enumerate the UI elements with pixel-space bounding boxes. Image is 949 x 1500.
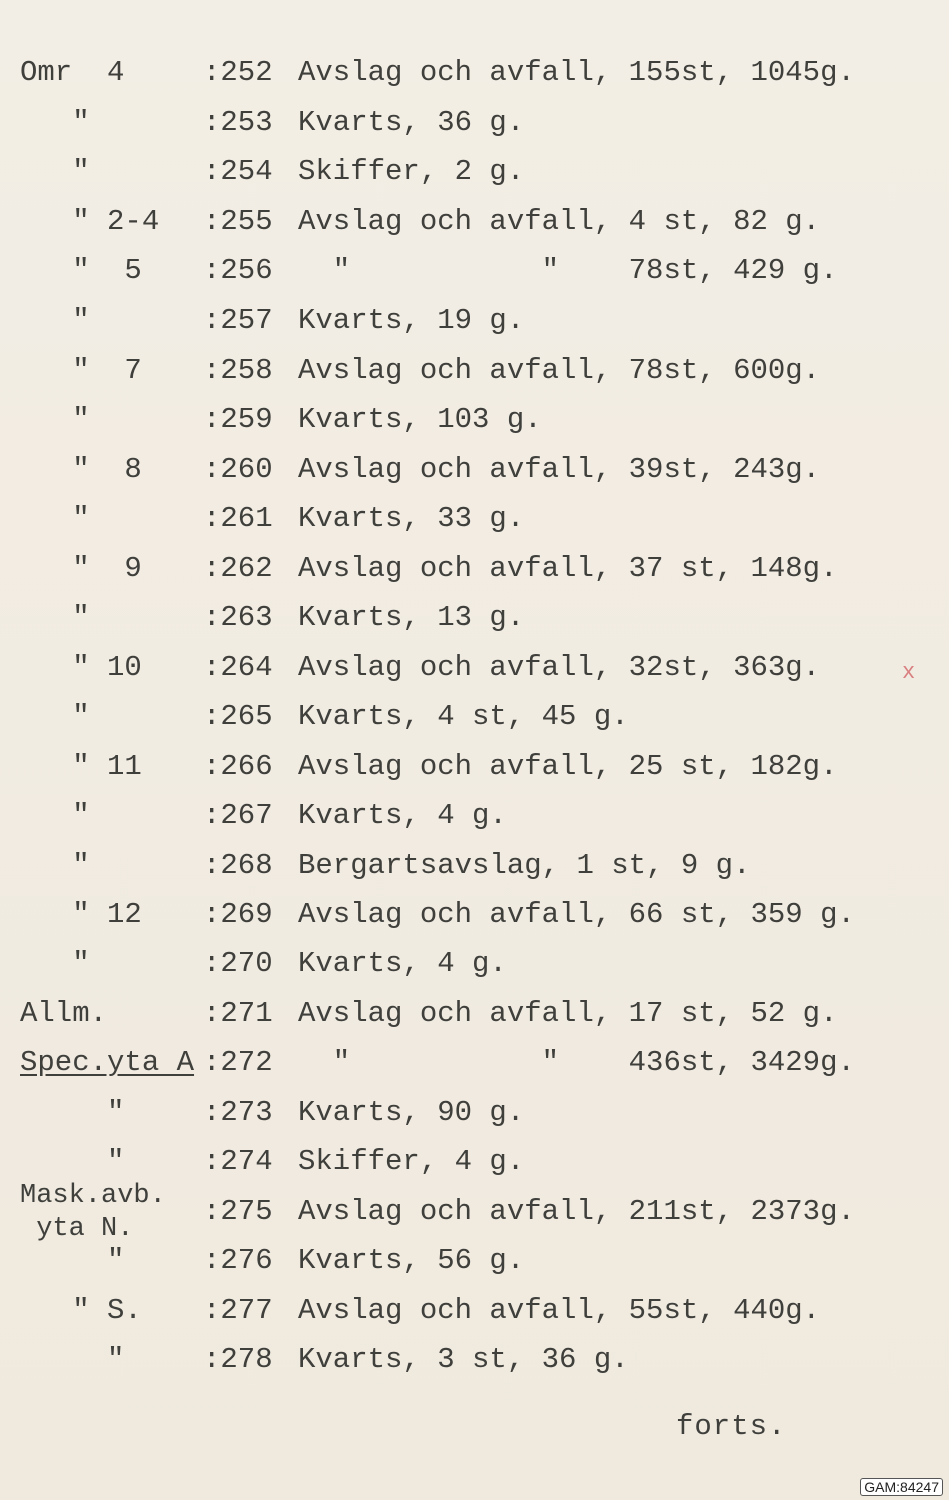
entry-number: :274 — [203, 1145, 273, 1178]
entry-description: Avslag och avfall, 4 st, 82 g. — [298, 205, 821, 238]
entry-description: Kvarts, 13 g. — [298, 601, 525, 634]
entry-description: Kvarts, 3 st, 36 g. — [298, 1343, 629, 1376]
entry-description: Kvarts, 36 g. — [298, 106, 525, 139]
entry-area: " — [20, 1244, 125, 1277]
entry-row — [0, 301, 949, 341]
entry-number: :256 — [203, 254, 273, 287]
entry-description: " " 78st, 429 g. — [298, 254, 838, 287]
entry-description: Skiffer, 2 g. — [298, 155, 525, 188]
entry-row — [0, 747, 949, 787]
entry-description: Avslag och avfall, 39st, 243g. — [298, 453, 821, 486]
entry-area: " — [20, 849, 90, 882]
archive-id-stamp: GAM:84247 — [860, 1478, 943, 1496]
entry-row — [0, 846, 949, 886]
entry-area: " — [20, 106, 90, 139]
entry-number: :261 — [203, 502, 273, 535]
entry-number: :270 — [203, 947, 273, 980]
entry-number: :263 — [203, 601, 273, 634]
entry-area: " — [20, 601, 90, 634]
entry-area: " 5 — [20, 254, 142, 287]
entry-area: " 7 — [20, 354, 142, 387]
entry-number: :253 — [203, 106, 273, 139]
entry-area: " 8 — [20, 453, 142, 486]
entry-description: Avslag och avfall, 66 st, 359 g. — [298, 898, 855, 931]
entry-row — [0, 450, 949, 490]
entry-row — [0, 796, 949, 836]
entry-description: Avslag och avfall, 155st, 1045g. — [298, 56, 855, 89]
entry-number: :277 — [203, 1294, 273, 1327]
entry-row — [0, 598, 949, 638]
entry-row — [0, 944, 949, 984]
entry-number: :267 — [203, 799, 273, 832]
entry-area: " — [20, 1145, 125, 1178]
entry-row — [0, 549, 949, 589]
entry-area: " 10 — [20, 651, 142, 684]
entry-area: " — [20, 403, 90, 436]
entry-area: " — [20, 304, 90, 337]
entry-number: :262 — [203, 552, 273, 585]
entry-area: Allm. — [20, 997, 108, 1030]
entry-description: Kvarts, 33 g. — [298, 502, 525, 535]
entry-description: Avslag och avfall, 78st, 600g. — [298, 354, 821, 387]
entry-description: Bergartsavslag, 1 st, 9 g. — [298, 849, 751, 882]
entry-description: Kvarts, 19 g. — [298, 304, 525, 337]
entry-area: " — [20, 1096, 125, 1129]
entry-row — [0, 499, 949, 539]
entry-row — [0, 400, 949, 440]
entry-description: Kvarts, 56 g. — [298, 1244, 525, 1277]
entry-description: " " 436st, 3429g. — [298, 1046, 855, 1079]
entry-number: :260 — [203, 453, 273, 486]
entry-row — [0, 1241, 949, 1281]
entry-number: :276 — [203, 1244, 273, 1277]
entry-area: Omr 4 — [20, 56, 125, 89]
entry-row — [0, 103, 949, 143]
entry-row — [0, 251, 949, 291]
entry-number: :272 — [203, 1046, 273, 1079]
entry-row — [0, 53, 949, 93]
mask-area-label: Mask.avb. yta N. — [20, 1181, 166, 1244]
entry-number: :275 — [203, 1195, 273, 1228]
entry-row — [0, 1043, 949, 1083]
entry-description: Kvarts, 4 st, 45 g. — [298, 700, 629, 733]
entry-area: " — [20, 1343, 125, 1376]
entry-number: :259 — [203, 403, 273, 436]
entry-area: " 11 — [20, 750, 142, 783]
entry-row — [0, 1291, 949, 1331]
entry-number: :268 — [203, 849, 273, 882]
entry-number: :269 — [203, 898, 273, 931]
entry-description: Avslag och avfall, 25 st, 182g. — [298, 750, 838, 783]
entry-row — [0, 152, 949, 192]
entry-number: :252 — [203, 56, 273, 89]
entry-description: Avslag och avfall, 37 st, 148g. — [298, 552, 838, 585]
entry-number: :257 — [203, 304, 273, 337]
entry-area: " 12 — [20, 898, 142, 931]
entry-area: " — [20, 700, 90, 733]
entry-description: Avslag och avfall, 211st, 2373g. — [298, 1195, 855, 1228]
entry-row — [0, 895, 949, 935]
entry-number: :258 — [203, 354, 273, 387]
entry-area: " — [20, 799, 90, 832]
entry-description: Kvarts, 90 g. — [298, 1096, 525, 1129]
entry-row — [0, 351, 949, 391]
entry-number: :265 — [203, 700, 273, 733]
entry-area: " — [20, 947, 90, 980]
entry-row — [0, 1340, 949, 1380]
continued-note: forts. — [676, 1410, 787, 1443]
entry-description: Kvarts, 4 g. — [298, 947, 507, 980]
entry-row — [0, 1142, 949, 1182]
entry-number: :278 — [203, 1343, 273, 1376]
entry-description: Kvarts, 4 g. — [298, 799, 507, 832]
entry-number: :255 — [203, 205, 273, 238]
entry-row — [0, 1093, 949, 1133]
entry-row — [0, 648, 949, 688]
entry-number: :254 — [203, 155, 273, 188]
entry-area: " — [20, 155, 90, 188]
entry-row — [0, 994, 949, 1034]
entry-number: :271 — [203, 997, 273, 1030]
entry-description: Avslag och avfall, 55st, 440g. — [298, 1294, 821, 1327]
entry-area: " 9 — [20, 552, 142, 585]
entry-area: Spec.yta A — [20, 1046, 195, 1079]
entry-description: Avslag och avfall, 17 st, 52 g. — [298, 997, 838, 1030]
entry-area: " — [20, 502, 90, 535]
entry-row — [0, 202, 949, 242]
entry-area: " 2-4 — [20, 205, 160, 238]
entry-number: :264 — [203, 651, 273, 684]
entry-description: Skiffer, 4 g. — [298, 1145, 525, 1178]
entry-number: :273 — [203, 1096, 273, 1129]
entry-row — [0, 697, 949, 737]
entry-number: :266 — [203, 750, 273, 783]
entry-area: " S. — [20, 1294, 142, 1327]
entry-description: Avslag och avfall, 32st, 363g. — [298, 651, 821, 684]
red-check-mark: x — [902, 660, 916, 685]
entry-description: Kvarts, 103 g. — [298, 403, 542, 436]
